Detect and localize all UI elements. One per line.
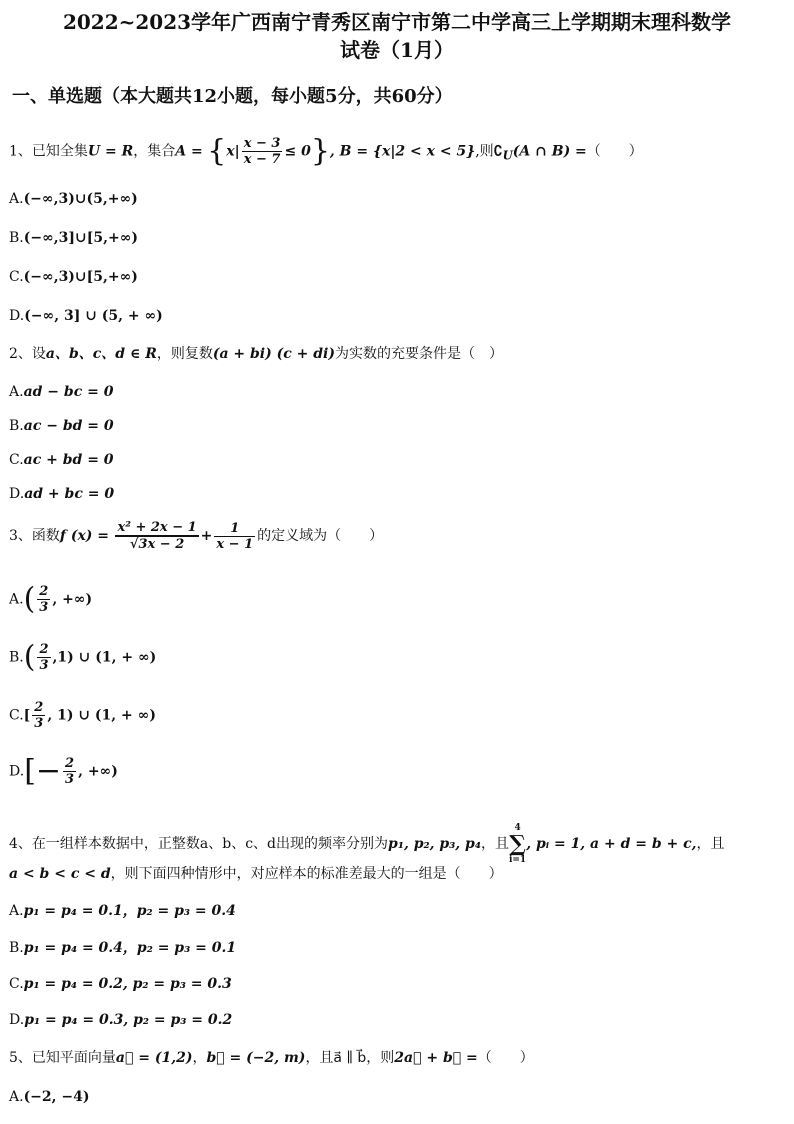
q1-fraction-den: x − 7 <box>243 152 281 167</box>
option-open: ( <box>23 581 36 617</box>
q1-right-brace: } <box>310 133 330 169</box>
option-label: D. <box>9 1012 25 1028</box>
option-label: C. <box>9 707 24 724</box>
q5-cond: ，且a⃗ ∥ b⃗，则 <box>305 1050 395 1066</box>
q1-mid: ，集合 <box>133 143 176 160</box>
q1-universal-set: U = R <box>87 143 134 160</box>
q1-option-b[interactable] <box>9 229 138 247</box>
option-label: D. <box>9 763 25 780</box>
option-label: A. <box>9 903 24 919</box>
question-2 <box>9 345 503 363</box>
q4-sum-symbol: 4 ∑ i=1 <box>508 823 527 865</box>
option-text: ,1) ∪ (1, + ∞) <box>52 649 157 666</box>
q3-num2: 1 <box>214 521 255 537</box>
option-text: , +∞) <box>78 763 118 780</box>
question-3 <box>9 520 383 552</box>
fraction-num: 2 <box>39 584 49 599</box>
option-text: ad + bc = 0 <box>24 486 115 502</box>
option-label: D. <box>9 308 25 324</box>
option-text: ac + bd = 0 <box>23 452 114 468</box>
q1-tail: (A ∩ B) = <box>512 143 587 160</box>
option-label: C. <box>9 452 24 468</box>
option-label: A. <box>9 591 24 608</box>
q5-sep: ， <box>192 1050 207 1066</box>
option-text: ad − bc = 0 <box>23 384 114 400</box>
q4-option-c[interactable] <box>9 975 232 993</box>
q3-tail: 的定义域为（ ） <box>257 528 384 544</box>
q4-prefix: 4、在一组样本数据中，正整数a、b、c、d出现的频率分别为 <box>9 836 389 852</box>
option-text: p₁ = p₄ = 0.3, p₂ = p₃ = 0.2 <box>24 1012 233 1028</box>
q4-option-a[interactable] <box>9 902 236 920</box>
option-fraction <box>37 584 50 615</box>
q1-complement: ∁ <box>493 143 503 160</box>
q1-then: ,则 <box>475 143 494 160</box>
q4-sum-bottom: i=1 <box>508 855 527 865</box>
option-label: A. <box>9 1089 24 1105</box>
option-open: ( <box>23 639 36 675</box>
q1-set-a-lhs: A = <box>175 143 203 160</box>
option-text: (−∞,3)∪[5,+∞) <box>23 269 138 285</box>
option-label: C. <box>9 976 24 992</box>
option-label: D. <box>9 486 25 502</box>
q4-probs: p₁, p₂, p₃, p₄ <box>388 836 481 852</box>
q3-option-c[interactable] <box>9 700 156 731</box>
q4-sum-top: 4 <box>514 823 521 833</box>
q5-a-vector: a⃗ = (1,2) <box>115 1050 193 1066</box>
q5-option-a[interactable] <box>9 1088 90 1106</box>
option-text: p₁ = p₄ = 0.2, p₂ = p₃ = 0.3 <box>23 976 232 992</box>
option-label: B. <box>9 649 24 666</box>
q2-prefix: 2、设 <box>9 346 46 362</box>
q3-den1: √3x − 2 <box>115 536 198 552</box>
option-fraction <box>37 642 50 673</box>
option-fraction <box>63 756 76 787</box>
fraction-num: 2 <box>39 642 49 657</box>
option-text: p₁ = p₄ = 0.1，p₂ = p₃ = 0.4 <box>23 903 236 919</box>
q4-option-d[interactable] <box>9 1011 232 1029</box>
option-label: A. <box>9 384 24 400</box>
fraction-den: 3 <box>34 716 44 731</box>
q5-prefix: 5、已知平面向量 <box>9 1050 116 1066</box>
option-text: p₁ = p₄ = 0.4，p₂ = p₃ = 0.1 <box>23 940 237 956</box>
q2-option-d[interactable] <box>9 485 114 503</box>
q4-sum-expr: , pᵢ = 1, a + d = b + c, <box>526 836 697 852</box>
option-text: (−∞,3)∪(5,+∞) <box>23 191 138 207</box>
q3-num1: x² + 2x − 1 <box>117 520 197 535</box>
fraction-den: 3 <box>65 772 75 787</box>
q2-tail: 为实数的充要条件是（ ） <box>334 346 503 362</box>
q1-complement-sub: U <box>502 148 513 163</box>
q2-vars: a、b、c、d ∈ R <box>45 346 157 362</box>
option-text: (−∞, 3] ∪ (5, + ∞) <box>24 308 163 324</box>
q3-prefix: 3、函数 <box>9 528 60 544</box>
question-5 <box>9 1049 534 1067</box>
q1-paren: （ ） <box>586 143 643 160</box>
option-label: A. <box>9 191 24 207</box>
q1-fraction <box>242 136 283 167</box>
q4-option-b[interactable] <box>9 939 236 957</box>
option-text: (−∞,3]∪[5,+∞) <box>23 230 138 246</box>
q1-option-d[interactable] <box>9 307 163 325</box>
q1-cond: ≤ 0 <box>284 143 311 160</box>
q1-left-brace: { <box>207 133 227 169</box>
q3-fraction-2 <box>214 521 255 552</box>
q3-den2: x − 1 <box>216 536 254 552</box>
q4-and: ，且 <box>480 836 509 852</box>
q2-expr: (a + bi) (c + di) <box>212 346 335 362</box>
q1-set-b: , B = {x|2 < x < 5} <box>329 143 476 160</box>
question-4-line2 <box>9 865 503 883</box>
question-1 <box>9 133 643 169</box>
option-label: B. <box>9 940 24 956</box>
q4-line2-text: ，则下面四种情形中，对应样本的标准差最大的一组是（ ） <box>110 866 503 882</box>
fraction-num: 2 <box>65 756 75 771</box>
q5-b-vector: b⃗ = (−2, m) <box>206 1050 306 1066</box>
option-open: [ <box>23 707 31 724</box>
question-4-line1 <box>9 823 725 865</box>
q4-line1-tail: ，且 <box>696 836 725 852</box>
fraction-num: 2 <box>34 700 44 715</box>
fraction-den: 3 <box>39 658 49 673</box>
q1-set-a-x: x| <box>226 143 240 160</box>
q3-option-b[interactable] <box>9 639 157 675</box>
q3-fx: f (x) = <box>59 528 110 544</box>
document-title-line2: 试卷（1月） <box>340 38 454 62</box>
q2-mid: ，则复数 <box>156 346 213 362</box>
fraction-den: 3 <box>39 600 49 615</box>
document-title-line1: 2022~2023学年广西南宁青秀区南宁市第二中学高三上学期期末理科数学 <box>62 10 732 34</box>
option-text: , 1) ∪ (1, + ∞) <box>47 707 156 724</box>
q5-expr: 2a⃗ + b⃗ = <box>394 1050 478 1066</box>
option-text: , +∞) <box>52 591 93 608</box>
q1-option-c[interactable] <box>9 268 138 286</box>
q3-fraction-1 <box>115 520 198 552</box>
q3-option-d[interactable] <box>9 753 118 789</box>
q3-option-a[interactable] <box>9 581 93 617</box>
option-text: ac − bd = 0 <box>23 418 114 434</box>
option-label: C. <box>9 269 24 285</box>
q1-option-a[interactable] <box>9 190 138 208</box>
q4-line2-math: a < b < c < d <box>9 866 111 882</box>
q2-option-b[interactable] <box>9 417 114 435</box>
option-text: (−2, −4) <box>23 1089 90 1105</box>
option-label: B. <box>9 418 24 434</box>
q1-fraction-num: x − 3 <box>243 136 281 151</box>
option-label: B. <box>9 230 24 246</box>
q5-paren: （ ） <box>477 1050 534 1066</box>
q2-option-a[interactable] <box>9 383 113 401</box>
option-fraction <box>32 700 45 731</box>
q3-plus: + <box>200 528 213 544</box>
option-open: [− <box>24 753 62 789</box>
q2-option-c[interactable] <box>9 451 114 469</box>
q1-prefix: 1、已知全集 <box>9 143 88 160</box>
section-heading: 一、单选题（本大题共12小题，每小题5分，共60分） <box>12 86 453 107</box>
